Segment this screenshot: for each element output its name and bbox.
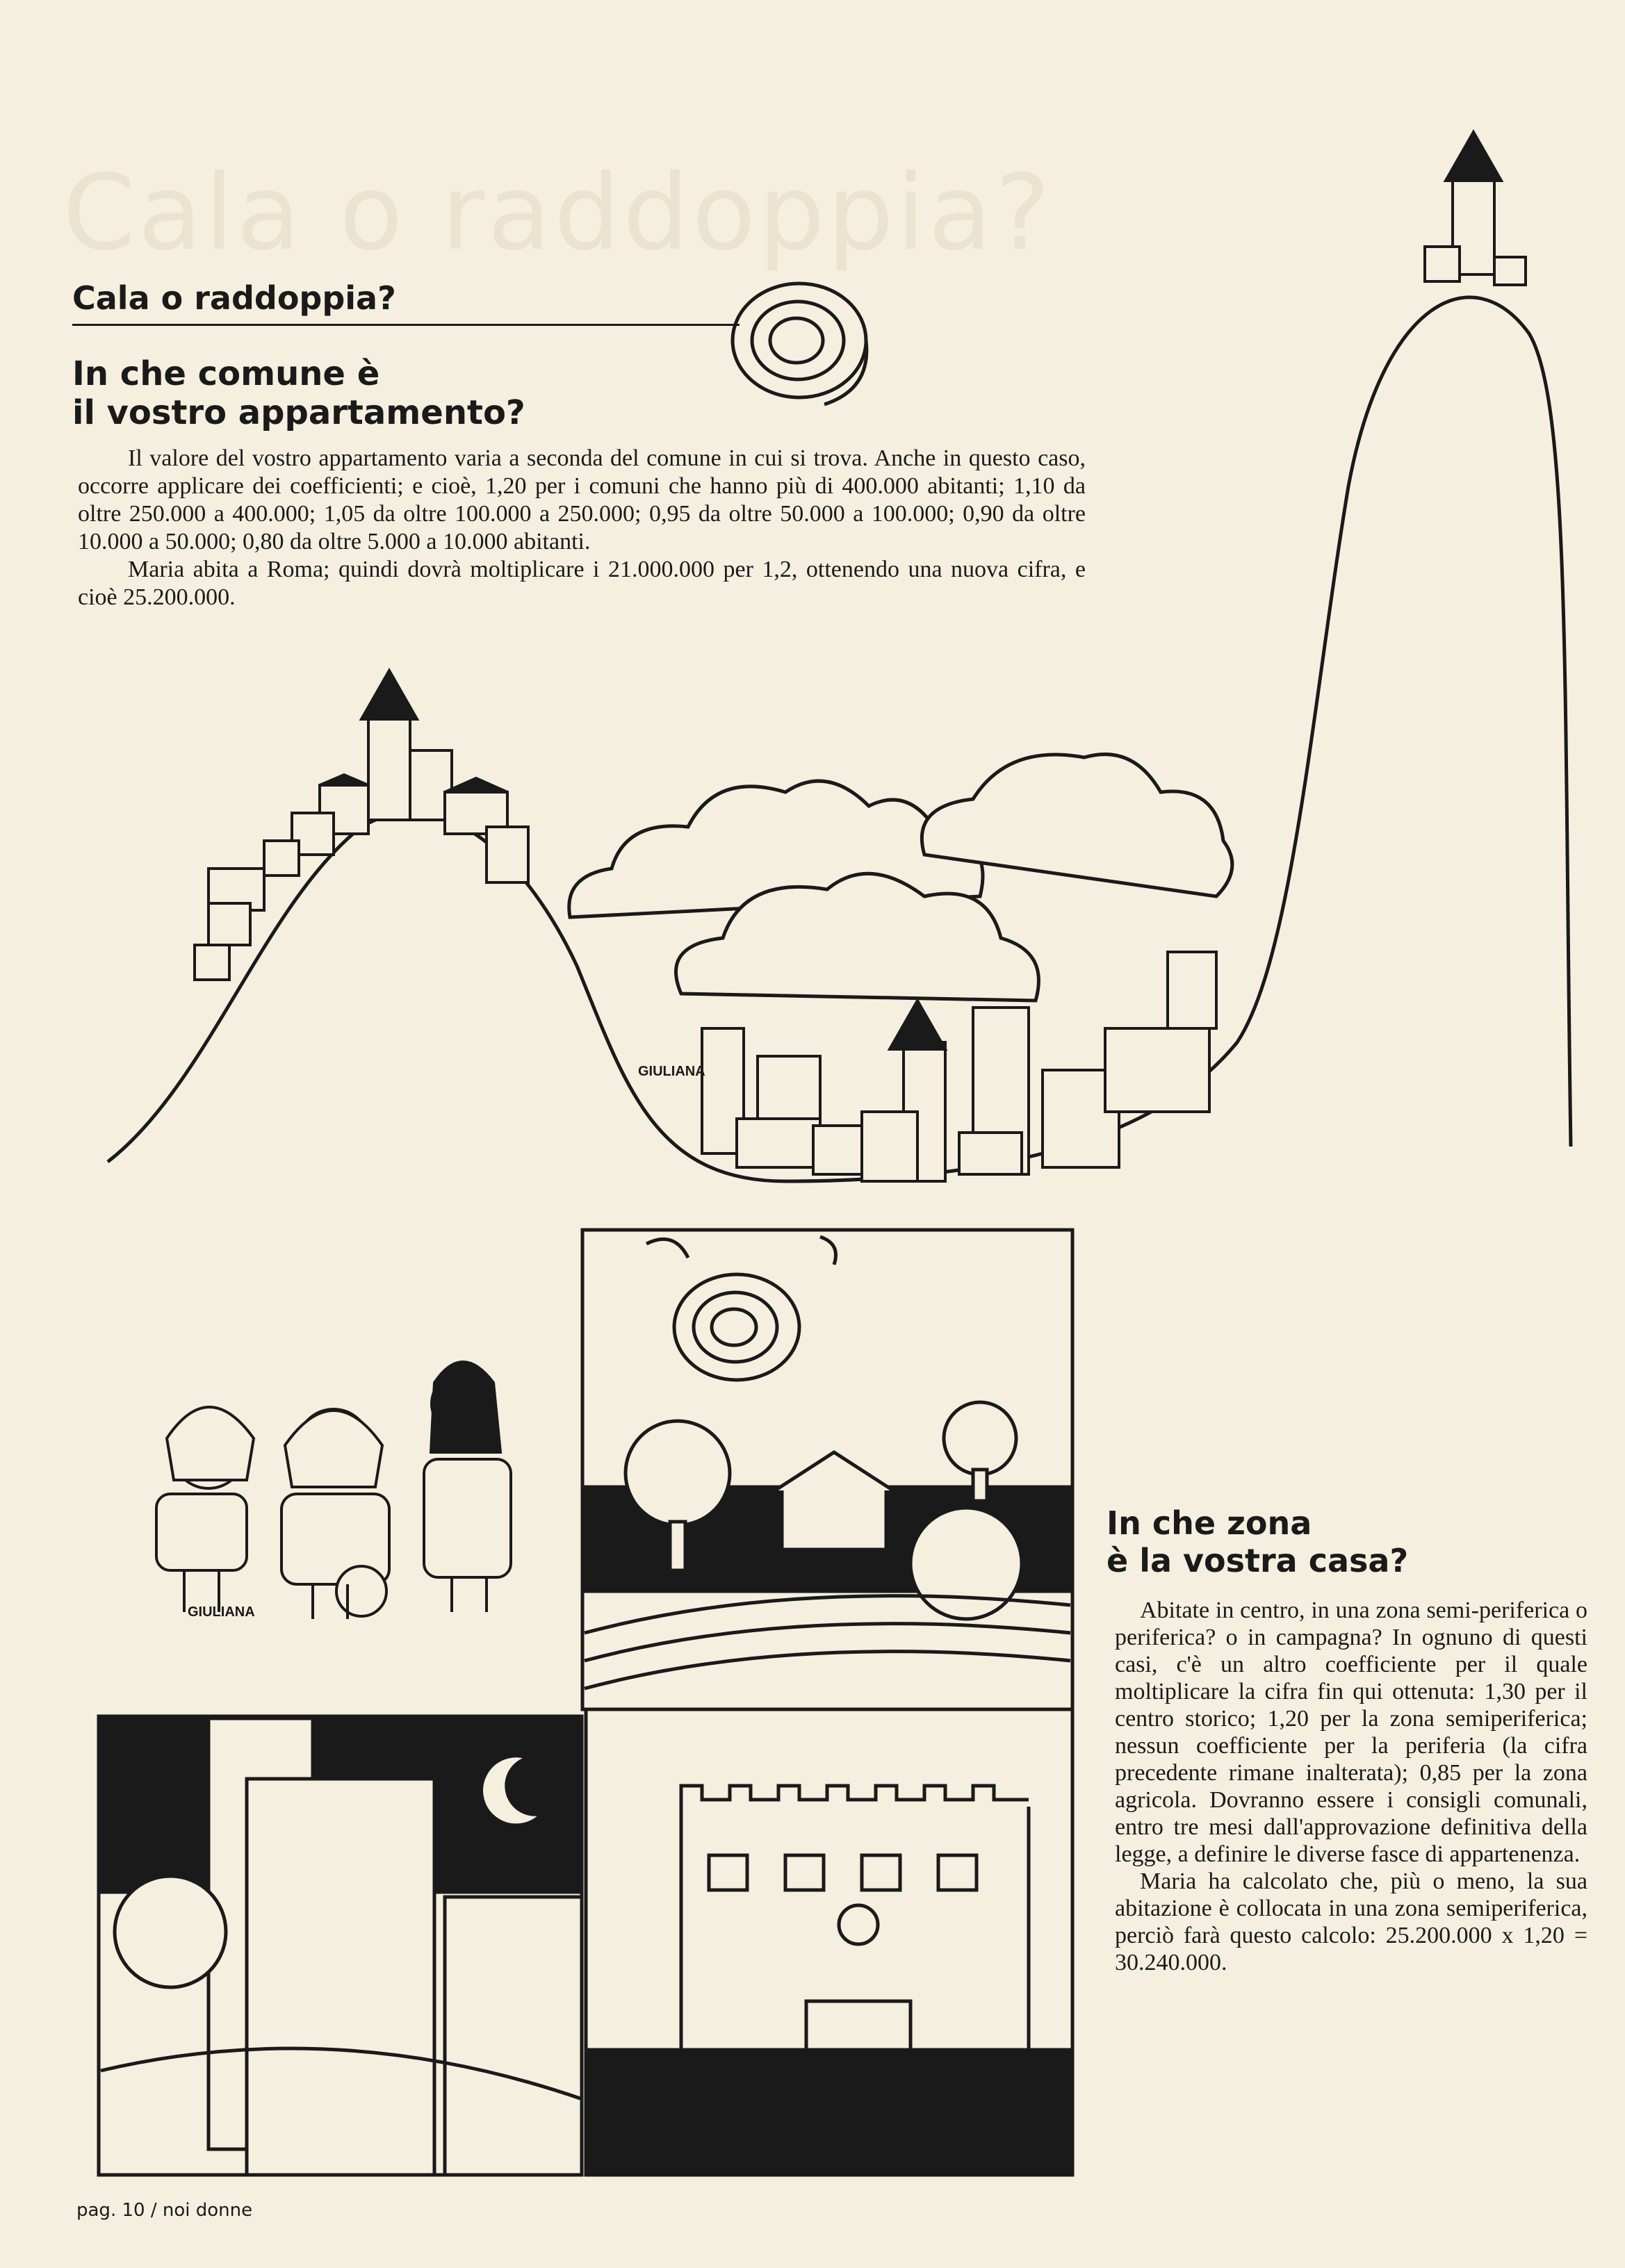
clouds (569, 755, 1232, 1001)
artist-signature-bottom: GIULIANA (188, 1604, 255, 1620)
intro-paragraph-1: Il valore del vostro appartamento varia a seconda del comune in cui si trova. Anche in questo caso, occorre applicare dei coefficienti; e cioè, 1,20 per i comuni che hanno più di 400.000 abitanti; 1,10 da oltre 250.000 a 400.000; 1,05 da oltre 100.000 a 250.000; 0,95 da oltre 50.000 a 100.000; 0,90 da oltre 10.000 a 50.000; 0,80 da oltre 5.000 a 10.000 abitanti. (78, 445, 1086, 554)
intro-paragraph-2: Maria abita a Roma; quindi dovrà moltiplicare i 21.000.000 per 1,2, ottenendo una nuova cifra, e cioè 25.200.000. (78, 557, 1086, 610)
castle-panel (586, 1709, 1072, 2175)
zone-paragraph-2: Maria ha calcolato che, più o meno, la sua abitazione è collocata in una zona semiperiferica, perciò farà questo calcolo: 25.200.000 x 1,20 = 30.240.000. (1115, 1868, 1587, 1975)
zone-title-line-1: In che zona (1107, 1504, 1312, 1542)
section-label: Cala o raddoppia? (72, 279, 396, 317)
zone-text (1115, 1597, 1587, 1976)
sun-spiral-icon (733, 284, 867, 404)
footer-separator: / (150, 2200, 157, 2221)
zone-section-title (1107, 1504, 1408, 1579)
countryside-panel (582, 1230, 1072, 1709)
background-ghost-title: Cala o raddoppia? (63, 153, 1053, 274)
three-women-cartoon (156, 1362, 511, 1620)
zone-paragraph-1: Abitate in centro, in una zona semi-periferica o periferica? o in campagna? In ognuno di questi casi, c'è un altro coefficiente per il quale moltiplicare la cifra fin qui ottenuta: 1,30 per il centro storico; 1,20 per la zona semiperiferica; nessun coefficiente per la periferia (la cifra precedente rimane inalterata); 0,85 per la zona agricola. Dovranno essere i consigli comunali, entro tre mesi dall'approvazione definitiva della legge, a definire le diverse fasce di appartenenza. (1115, 1597, 1587, 1867)
zone-title-line-2: è la vostra casa? (1107, 1542, 1409, 1579)
article-title-line-2: il vostro appartamento? (72, 393, 525, 432)
hilltop-village-left (195, 671, 528, 980)
magazine-name: noi donne (162, 2200, 253, 2221)
article-title-line-1: In che comune è (72, 354, 380, 393)
artist-signature-top: GIULIANA (638, 1064, 705, 1079)
page-footer (76, 2200, 252, 2221)
city-night-panel (99, 1716, 582, 2175)
page-number: pag. 10 (76, 2200, 145, 2221)
hilltop-village-right (1425, 132, 1526, 285)
hills-landscape (108, 297, 1571, 1181)
